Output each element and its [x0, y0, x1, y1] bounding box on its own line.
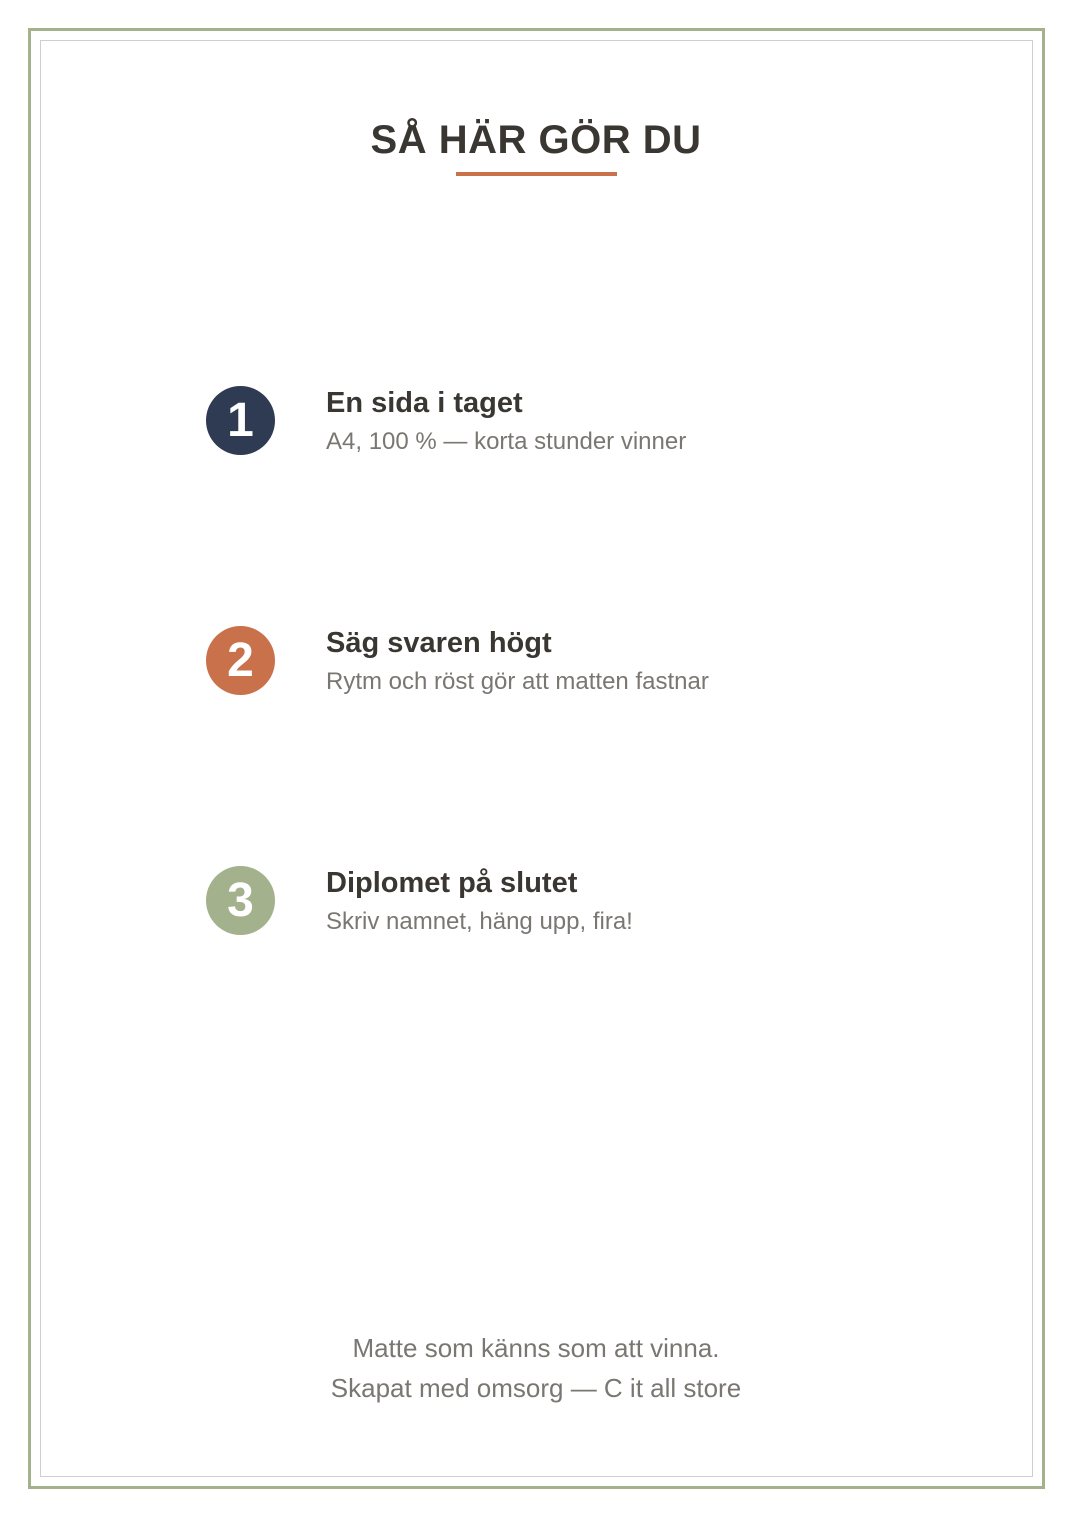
step-title: Säg svaren högt — [326, 627, 552, 659]
footer-tagline: Matte som känns som att vinna. — [352, 1333, 720, 1363]
footer — [0, 1328, 1072, 1408]
step-number-badge: 3 — [206, 866, 275, 935]
title-underline — [456, 172, 617, 176]
step-description: Rytm och röst gör att matten fastnar — [326, 668, 709, 695]
inner-frame — [40, 40, 1033, 1477]
step-number-badge: 1 — [206, 386, 275, 455]
step-3 — [206, 866, 906, 946]
step-description: A4, 100 % — korta stunder vinner — [326, 428, 687, 455]
step-1 — [206, 386, 906, 466]
footer-credit: Skapat med omsorg — C it all store — [330, 1373, 742, 1403]
page-title: SÅ HÄR GÖR DU — [370, 118, 702, 162]
step-description: Skriv namnet, häng upp, fira! — [326, 908, 633, 935]
step-number-badge: 2 — [206, 626, 275, 695]
step-title: Diplomet på slutet — [326, 867, 578, 899]
step-2 — [206, 626, 906, 706]
step-title: En sida i taget — [326, 387, 523, 419]
